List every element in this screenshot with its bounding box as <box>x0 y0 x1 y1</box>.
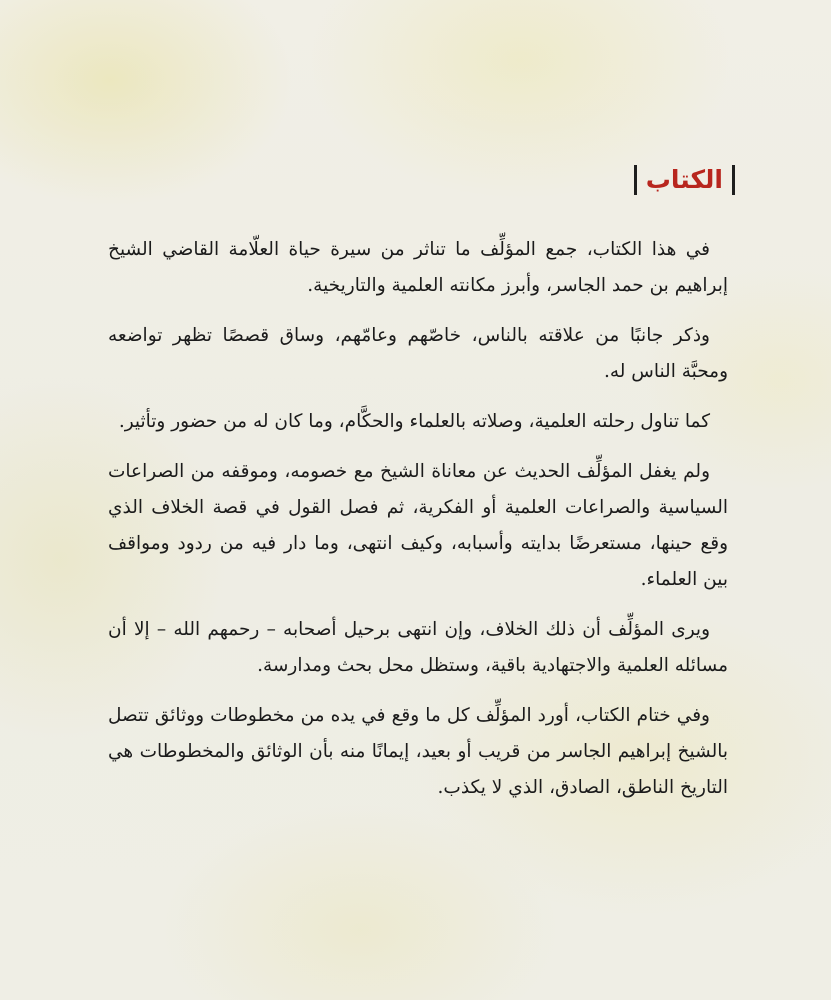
paragraph-3: كما تناول رحلته العلمية، وصلاته بالعلماء والحكَّام، وما كان له من حضور وتأثير. <box>118 411 710 432</box>
heading-bar-right <box>732 165 735 195</box>
heading-bar-left <box>634 165 637 195</box>
paragraph-4: ولم يغفل المؤلِّف الحديث عن معاناة الشيخ مع خصومه، وموقفه من الصراعات السياسية والصراعات العلمية أو الفكرية، ثم فصل القول في قصة الخلاف الذي وقع حينها، مستعرضًا بدايته وأسبابه، وكيف انتهى، وما دار فيه من ردود ومواقف بين العلماء. <box>108 461 728 590</box>
section-title: الكتاب <box>645 165 723 194</box>
paragraph-6: وفي ختام الكتاب، أورد المؤلِّف كل ما وقع في يده من مخطوطات ووثائق تتصل بالشيخ إبراهيم الجاسر من قريب أو بعيد، إيمانًا منه بأن الوثائق والمخطوطات هي التاريخ الناطق، الصادق، الذي لا يكذب. <box>108 705 728 798</box>
section-heading <box>634 160 735 200</box>
paragraph-2: وذكر جانبًا من علاقته بالناس، خاصّهم وعامّهم، وساق قصصًا تظهر تواضعه ومحبَّة الناس له. <box>108 325 728 382</box>
paragraph-5: ويرى المؤلِّف أن ذلك الخلاف، وإن انتهى برحيل أصحابه – رحمهم الله – إلا أن مسائله العلمية والاجتهادية باقية، وستظل محل بحث ومدارسة. <box>108 619 728 676</box>
body-text <box>108 232 728 820</box>
paragraph-1: في هذا الكتاب، جمع المؤلِّف ما تناثر من سيرة حياة العلّامة القاضي الشيخ إبراهيم بن حمد الجاسر، وأبرز مكانته العلمية والتاريخية. <box>108 239 728 296</box>
